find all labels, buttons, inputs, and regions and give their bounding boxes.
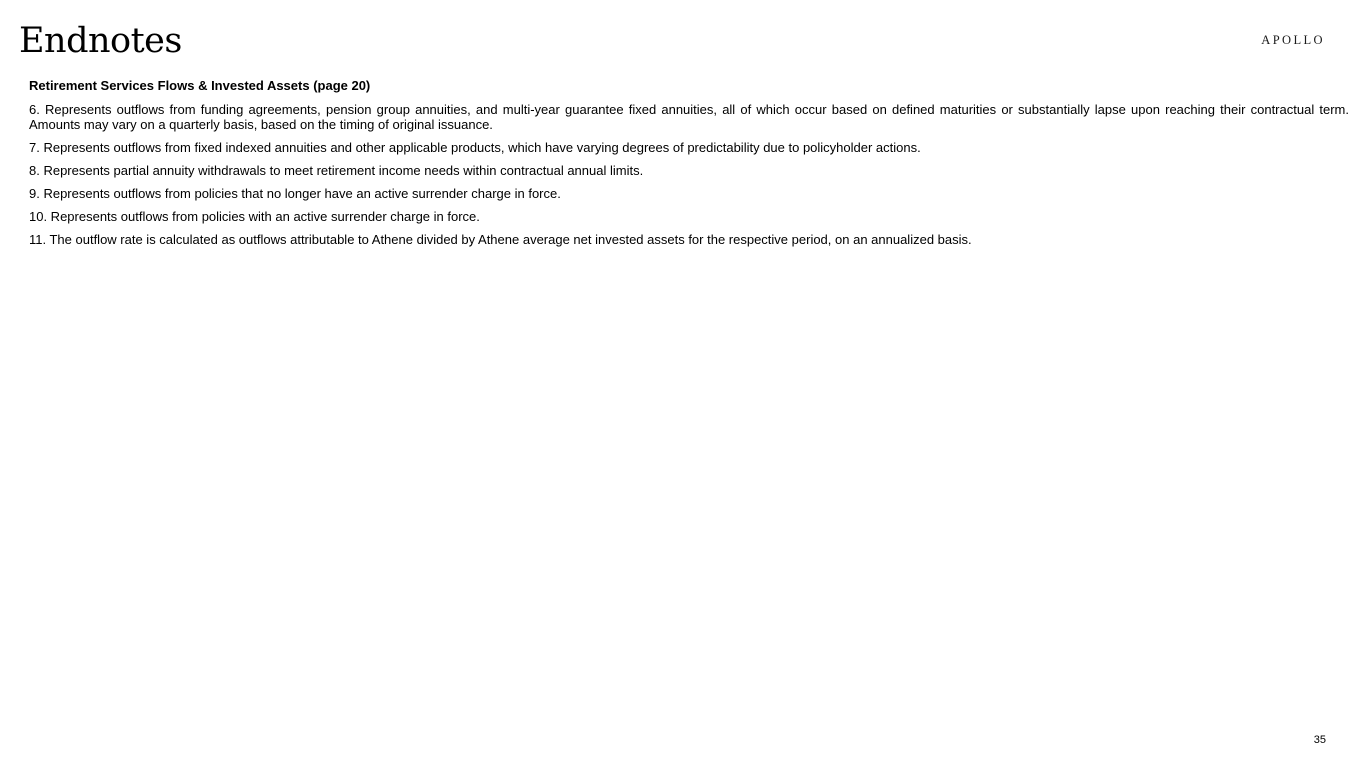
page-number: 35	[1313, 734, 1326, 746]
endnote-10: 10. Represents outflows from policies with an active surrender charge in force.	[29, 209, 480, 224]
section-heading: Retirement Services Flows & Invested Assets (page 20)	[29, 78, 371, 93]
endnote-6: 6. Represents outflows from funding agreements, pension group annuities, and multi-year guarantee fixed annuities, all of which occur based on defined maturities or substantially lapse upon reaching their contractual term. Amounts may vary on a quarterly basis, based on the timing of original issuance.	[29, 102, 1349, 132]
endnotes-content	[29, 78, 1349, 255]
endnote-9: 9. Represents outflows from policies that no longer have an active surrender charge in force.	[29, 186, 561, 201]
apollo-logo: APOLLO	[1261, 33, 1325, 47]
endnote-8: 8. Represents partial annuity withdrawals to meet retirement income needs within contractual annual limits.	[29, 163, 644, 178]
page-title: Endnotes	[19, 21, 182, 61]
endnote-7: 7. Represents outflows from fixed indexed annuities and other applicable products, which have varying degrees of predictability due to policyholder actions.	[29, 140, 921, 155]
endnote-11: 11. The outflow rate is calculated as outflows attributable to Athene divided by Athene average net invested assets for the respective period, on an annualized basis.	[29, 232, 972, 247]
